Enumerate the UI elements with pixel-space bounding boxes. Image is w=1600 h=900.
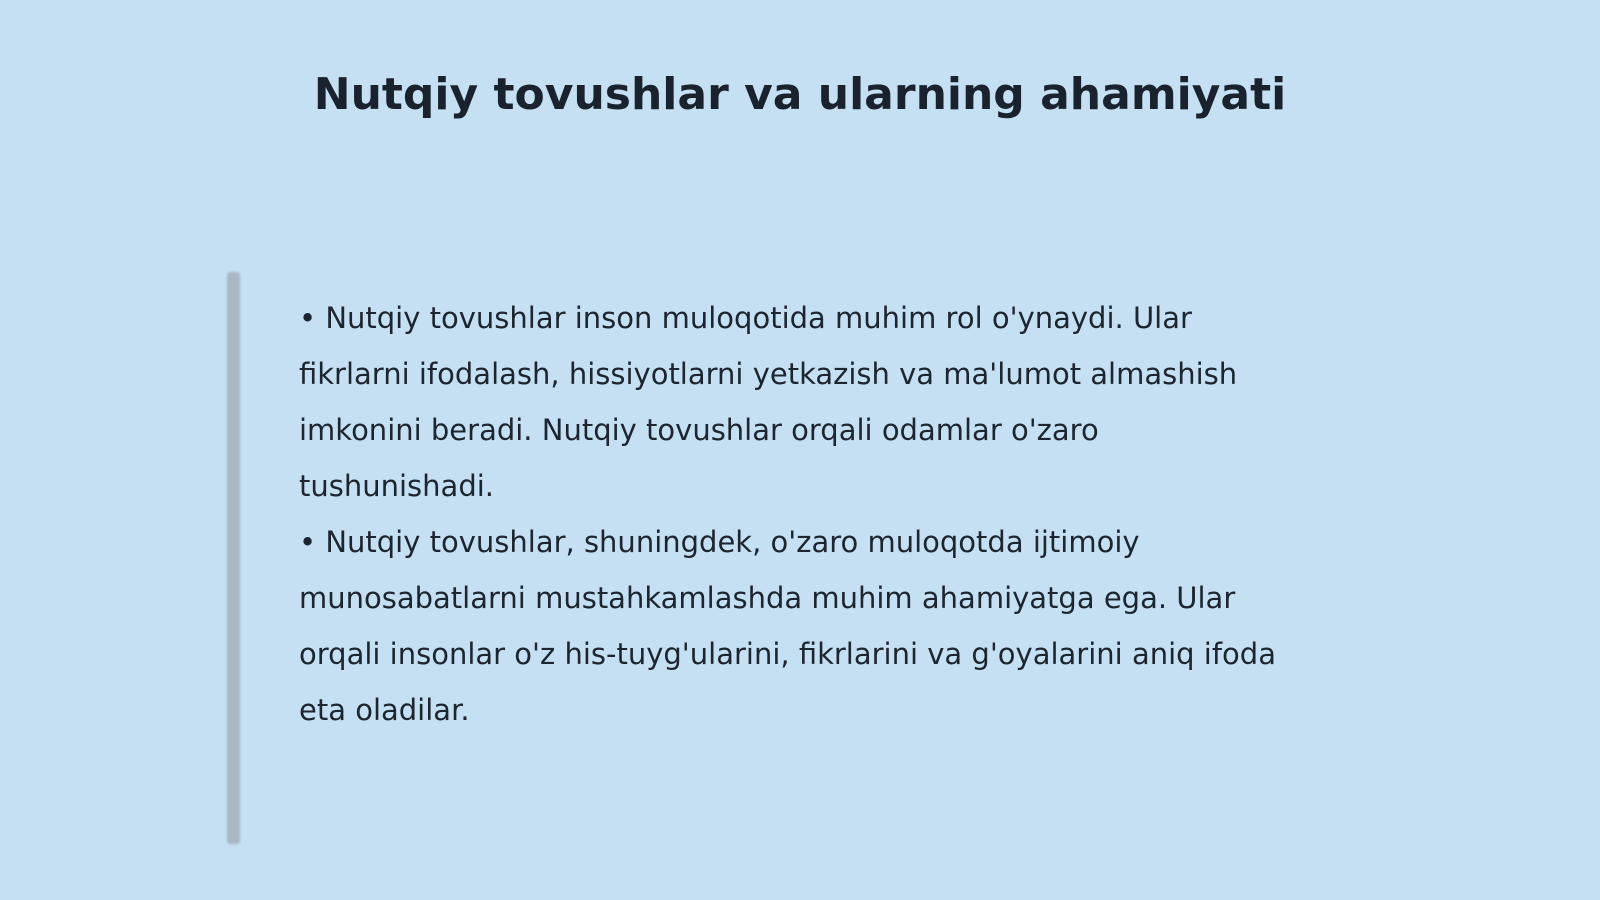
accent-bar bbox=[227, 272, 240, 844]
bullet-paragraph-2: • Nutqiy tovushlar, shuningdek, o'zaro muloqotda ijtimoiy munosabatlarni mustahkamlashda muhim ahamiyatga ega. Ular orqali insonlar o'z his-tuyg'ularini, fikrlarini va g'oyalarini aniq ifoda eta oladilar. bbox=[299, 525, 1276, 727]
slide-body bbox=[299, 290, 1289, 738]
bullet-paragraph-1: • Nutqiy tovushlar inson muloqotida muhim rol o'ynaydi. Ular fikrlarni ifodalash, hissiyotlarni yetkazish va ma'lumot almashish imkonini beradi. Nutqiy tovushlar orqali odamlar o'zaro tushunishadi. bbox=[299, 301, 1238, 503]
slide-title: Nutqiy tovushlar va ularning ahamiyati bbox=[313, 69, 1287, 120]
